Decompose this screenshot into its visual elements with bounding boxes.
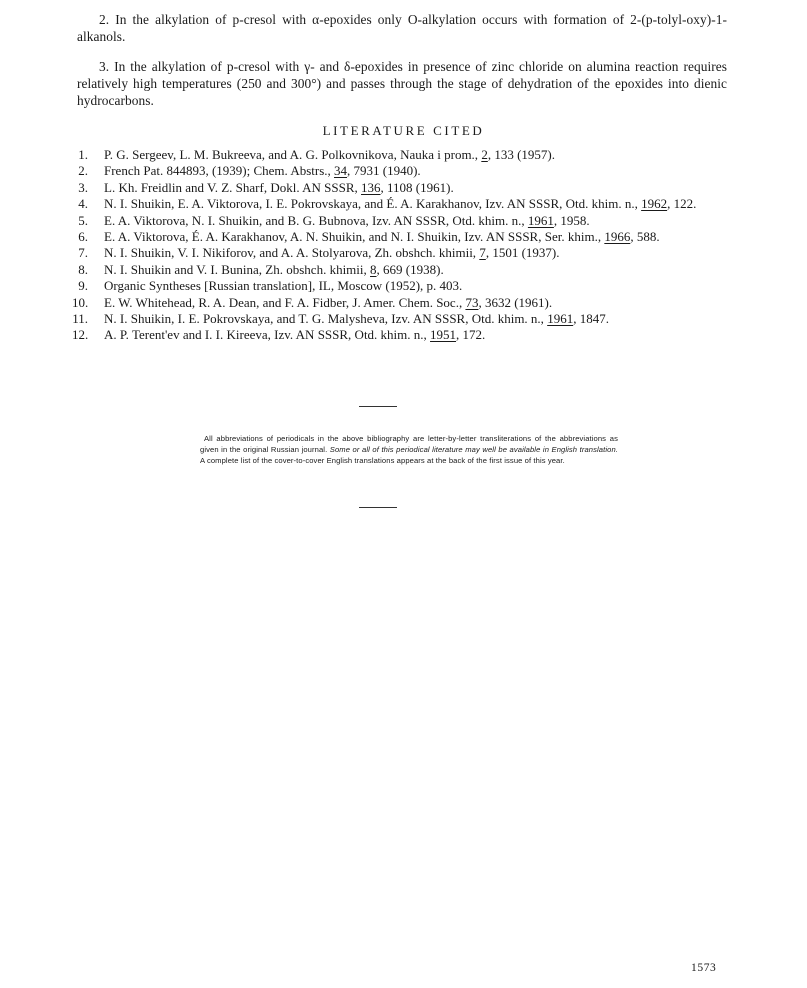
reference-pages: , 588. [630, 229, 660, 245]
reference-text [104, 262, 444, 277]
reference-item [72, 147, 732, 163]
reference-text [104, 327, 485, 342]
reference-number: 10 . [72, 295, 88, 311]
footnote-italic-text: Some or all of this periodical literature may well be available in English translation. [329, 445, 618, 454]
reference-item [72, 213, 732, 229]
reference-volume: 136 [361, 179, 381, 195]
reference-item [72, 295, 732, 311]
reference-pages: , 1958. [553, 212, 590, 228]
reference-volume: 1951 [430, 327, 457, 343]
reference-item [72, 196, 732, 212]
reference-citation: E. W. Whitehead, R. A. Dean, and F. A. Fidber, J. Amer. Chem. Soc., [104, 294, 466, 310]
reference-pages: , 1108 (1961). [380, 179, 454, 195]
reference-item [72, 327, 732, 343]
reference-citation: P. G. Sergeev, L. M. Bukreeva, and A. G. Polkovnikova, Nauka i prom., [104, 147, 482, 162]
conclusion-3-text: In the alkylation of p-cresol with γ- and δ-epoxides in presence of zinc chloride on alumina reaction requires relatively high temperatures (250 and 300°) and passes through the stage of dehydration of the epoxides into dienic hydrocarbons. [77, 59, 727, 108]
reference-citation: N. I. Shuikin, E. A. Viktorova, I. E. Pokrovskaya, and É. A. Karakhanov, Izv. AN SSSR, Otd. khim. n., [104, 196, 642, 212]
conclusion-3-number: 3. [99, 59, 110, 74]
reference-number: 1 . [72, 147, 88, 163]
reference-number: 8 . [72, 262, 88, 278]
reference-item [72, 278, 732, 294]
reference-number: 5 . [72, 213, 88, 229]
conclusion-2-text: In the alkylation of p-cresol with α-epoxides only O-alkylation occurs with formation of 2-(p-tolyl-oxy)-1-alkanols. [77, 12, 727, 44]
reference-item [72, 180, 732, 196]
reference-citation: N. I. Shuikin, V. I. Nikiforov, and A. A. Stolyarova, Zh. obshch. khimii, [104, 245, 480, 261]
reference-number: 4 . [72, 196, 88, 212]
reference-item [72, 229, 732, 245]
reference-volume: 73 [465, 294, 479, 310]
reference-pages: , 122. [667, 196, 697, 212]
reference-volume: 34 [334, 163, 348, 179]
reference-volume: 1962 [641, 196, 668, 212]
conclusion-2 [77, 11, 727, 45]
reference-citation: E. A. Viktorova, É. A. Karakhanov, A. N. Shuikin, and N. I. Shuikin, Izv. AN SSSR, Ser. khim., [104, 229, 605, 245]
reference-pages: , 172. [456, 327, 486, 343]
reference-volume: 7 [479, 245, 486, 261]
footnote-text-before: All abbreviations of periodicals in the above bibliography are letter-by-letter transliterations of the abbreviations as given in the original Russian journal. [200, 434, 618, 454]
reference-number: 9 . [72, 278, 88, 294]
reference-text [104, 245, 559, 260]
reference-item [72, 163, 732, 179]
reference-number: 11 . [72, 311, 88, 327]
reference-citation: Organic Syntheses [Russian translation], IL, Moscow (1952), p. 403. [104, 278, 463, 294]
reference-citation: N. I. Shuikin and V. I. Bunina, Zh. obshch. khimii, [104, 261, 371, 277]
reference-text [104, 311, 609, 326]
reference-item [72, 262, 732, 278]
reference-text [104, 229, 660, 244]
reference-volume: 2 [481, 147, 488, 162]
reference-text [104, 163, 421, 178]
reference-pages: , 133 (1957). [487, 147, 555, 162]
page-number: 1573 [691, 962, 717, 974]
literature-cited-heading: LITERATURE CITED [322, 123, 485, 138]
reference-text [104, 295, 552, 310]
reference-citation: E. A. Viktorova, N. I. Shuikin, and B. G. Bubnova, Izv. AN SSSR, Otd. khim. n., [104, 212, 528, 228]
reference-text [104, 196, 696, 211]
reference-text [104, 213, 590, 228]
reference-item [72, 311, 732, 327]
reference-text [104, 180, 454, 195]
separator-rule-top [359, 406, 397, 407]
separator-rule-bottom [359, 507, 397, 508]
reference-citation: L. Kh. Freidlin and V. Z. Sharf, Dokl. AN SSSR, [104, 179, 362, 195]
reference-pages: , 1501 (1937). [485, 245, 560, 261]
reference-number: 2 . [72, 163, 88, 179]
reference-volume: 1966 [604, 229, 631, 245]
reference-number: 3 . [72, 180, 88, 196]
reference-pages: , 3632 (1961). [478, 294, 553, 310]
reference-citation: N. I. Shuikin, I. E. Pokrovskaya, and T. G. Malysheva, Izv. AN SSSR, Otd. khim. n., [104, 311, 548, 327]
reference-number: 12 . [72, 327, 88, 343]
abbreviations-footnote [200, 433, 618, 466]
reference-citation: A. P. Terent'ev and I. I. Kireeva, Izv. AN SSSR, Otd. khim. n., [104, 327, 431, 343]
reference-number: 6 . [72, 229, 88, 245]
reference-number: 7 . [72, 245, 88, 261]
conclusion-3 [77, 58, 727, 109]
reference-volume: 1961 [547, 311, 574, 327]
reference-item [72, 245, 732, 261]
reference-citation: French Pat. 844893, (1939); Chem. Abstrs., [104, 163, 335, 179]
reference-pages: , 7931 (1940). [347, 163, 421, 179]
reference-text [104, 278, 462, 293]
conclusion-2-number: 2. [99, 12, 110, 27]
reference-volume: 8 [370, 261, 377, 277]
reference-pages: , 1847. [573, 311, 609, 327]
reference-text [104, 147, 555, 162]
reference-list [72, 147, 732, 344]
reference-volume: 1961 [527, 212, 554, 228]
reference-pages: , 669 (1938). [376, 261, 444, 277]
footnote-text-after: A complete list of the cover-to-cover English translations appears at the back of the first issue of this year. [200, 456, 565, 465]
